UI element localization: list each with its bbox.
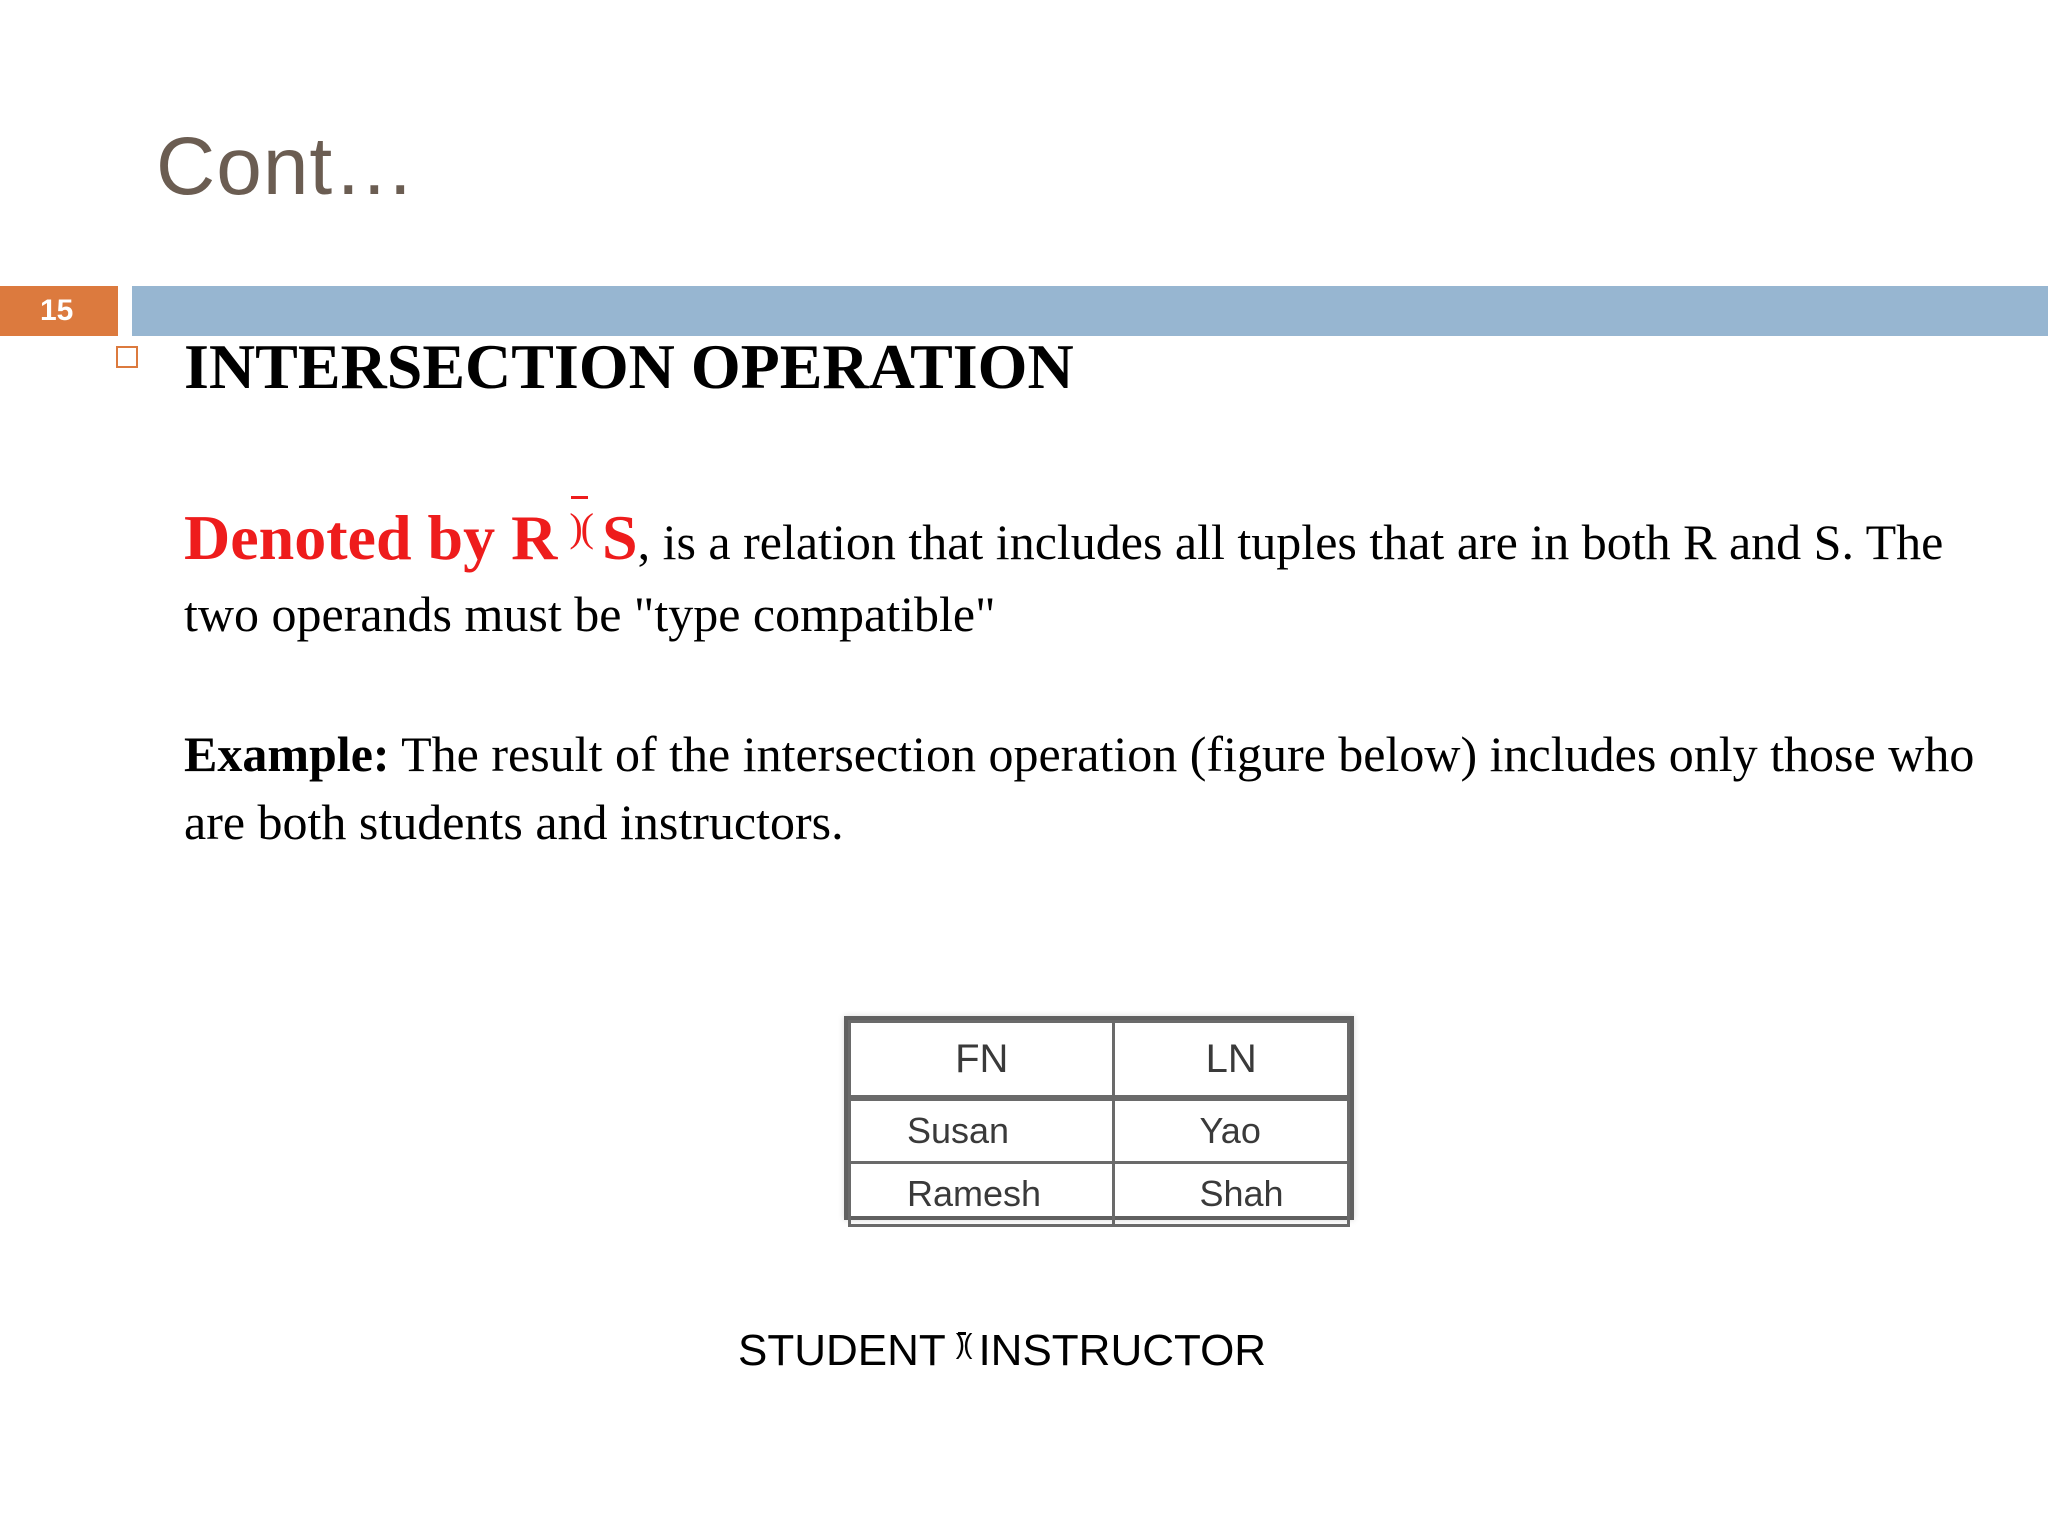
definition-paragraph (184, 492, 2004, 650)
section-heading: INTERSECTION OPERATION (184, 331, 1074, 402)
definition-red-prefix: Denoted by R (184, 502, 558, 573)
caption-right: INSTRUCTOR (978, 1326, 1267, 1375)
example-text: The result of the intersection operation (figure below) includes only those who are both students and instructors. (184, 726, 1975, 850)
table-cell-ln: Yao (1114, 1098, 1349, 1163)
table-header-row (850, 1022, 1349, 1099)
slide-number: 15 (0, 286, 118, 336)
intersection-symbol-icon: )( (569, 492, 592, 564)
figure-caption (738, 1326, 1266, 1376)
definition-text: , is a relation that includes all tuples that are in both R and S. The two operands must be "type compatible" (184, 514, 1944, 642)
table-row (850, 1163, 1349, 1226)
caption-intersection-symbol-icon: )( (955, 1328, 971, 1359)
result-table-figure (844, 1016, 1354, 1220)
definition-red-suffix: S (601, 502, 638, 573)
example-label: Example: (184, 726, 390, 782)
table-cell-ln: Shah (1114, 1163, 1349, 1226)
table-row (850, 1098, 1349, 1163)
slide-title: Cont… (156, 121, 417, 212)
table-header-ln: LN (1114, 1022, 1349, 1099)
table-cell-fn: Ramesh (850, 1163, 1114, 1226)
result-table (848, 1020, 1350, 1227)
table-header-fn: FN (850, 1022, 1114, 1099)
header-bar (132, 286, 2048, 336)
bullet-square-icon (116, 346, 138, 368)
table-cell-fn: Susan (850, 1098, 1114, 1163)
caption-left: STUDENT (738, 1326, 946, 1375)
example-paragraph (184, 720, 2014, 856)
